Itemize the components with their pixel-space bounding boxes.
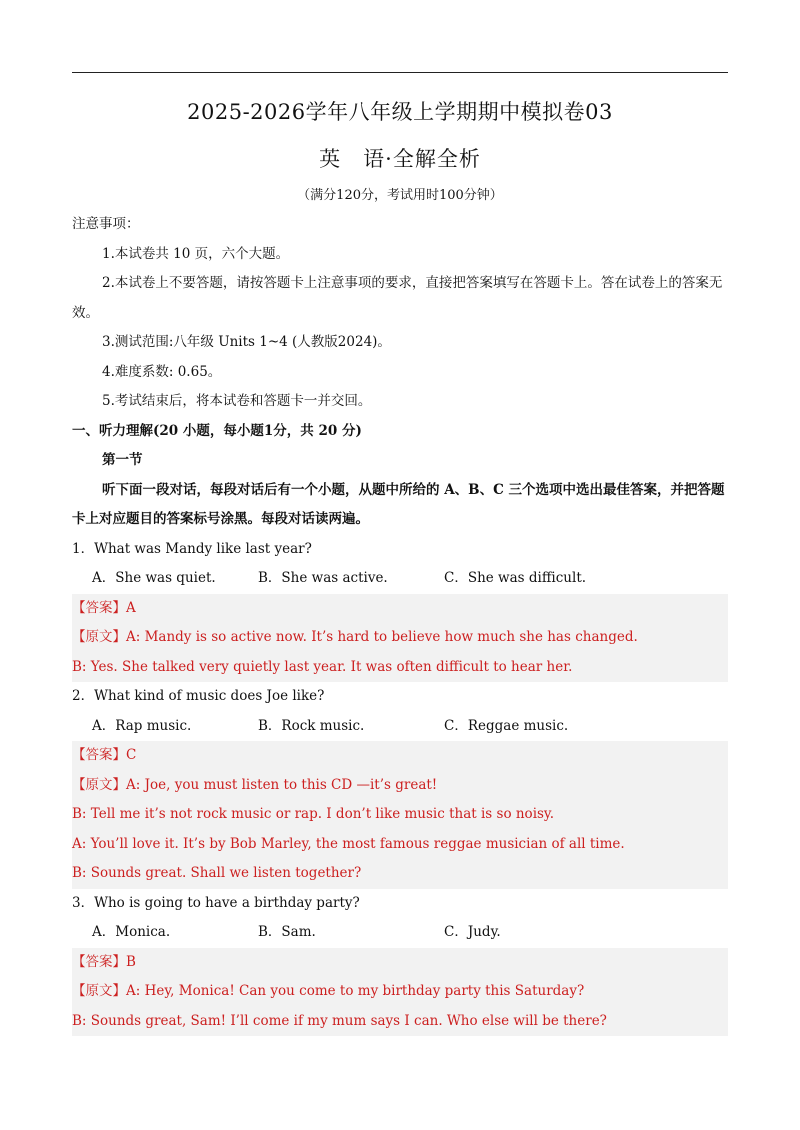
transcript-line: B: Sounds great. Shall we listen together? [72,865,362,881]
question-stem: 1．What was Mandy like last year? [72,540,312,557]
note-item: 1.本试卷共 10 页，六个大题。 [102,245,290,262]
notes-heading: 注意事项： [72,216,140,232]
option-b: B．Rock music. [258,717,365,734]
transcript-line: 【原文】A: Mandy is so active now. It’s hard to believe how much she has changed. [72,629,638,645]
question-options [72,918,728,948]
option-b: B．She was active. [258,570,388,586]
section-instruction: 听下面一段对话，每段对话后有一个小题，从题中所给的 A、B、C 三个选项中选出最佳答案，并把答题卡上对应题目的答案标号涂黑。每段对话读两遍。 [72,481,725,527]
option-c: C．Judy. [444,924,501,940]
score-time-note: （满分120分，考试用时100分钟） [297,188,503,203]
answer-block [72,741,728,889]
section-heading: 一、听力理解(20 小题，每小题1分，共 20 分) [72,422,362,439]
exam-title: 2025-2026学年八年级上学期期中模拟卷03 [187,100,613,124]
question-options [72,712,728,742]
note-item: 3.测试范围:八年级 Units 1~4 (人教版2024)。 [102,334,391,350]
transcript-line: B: Sounds great, Sam! I’ll come if my mum says I can. Who else will be there? [72,1012,607,1029]
transcript-line: A: You’ll love it. It’s by Bob Marley, the most famous reggae musician of all time. [72,835,625,852]
answer-block [72,948,728,1037]
transcript-line: B: Tell me it’s not rock music or rap. I don’t like music that is so noisy. [72,806,555,822]
option-a: A．She was quiet. [92,570,216,586]
option-a: A．Rap music. [92,717,192,734]
answer-key: 【答案】C [72,747,137,763]
option-a: A．Monica. [92,924,171,940]
note-item: 4.难度系数: 0.65。 [102,363,222,380]
exam-content [72,210,728,1036]
part-heading: 第一节 [102,452,143,468]
option-b: B．Sam. [258,924,316,940]
top-rule [72,72,728,73]
option-c: C．Reggae music. [444,717,569,734]
transcript-line: 【原文】A: Hey, Monica! Can you come to my birthday party this Saturday? [72,983,585,999]
question-stem: 3．Who is going to have a birthday party? [72,894,360,911]
question-options [72,564,728,594]
note-item: 2.本试卷上不要答题，请按答题卡上注意事项的要求，直接把答案填写在答题卡上。答在试卷上的答案无效。 [72,275,723,321]
note-item: 5.考试结束后，将本试卷和答题卡一并交回。 [102,393,372,409]
transcript-line: 【原文】A: Joe, you must listen to this CD —it’s great! [72,776,438,793]
question-stem: 2．What kind of music does Joe like? [72,688,325,704]
option-c: C．She was difficult. [444,570,587,586]
exam-subtitle: 英 语·全解全析 [319,147,481,171]
answer-key: 【答案】A [72,599,136,616]
answer-key: 【答案】B [72,953,136,970]
answer-block [72,594,728,683]
transcript-line: B: Yes. She talked very quietly last year. It was often difficult to hear her. [72,658,573,675]
